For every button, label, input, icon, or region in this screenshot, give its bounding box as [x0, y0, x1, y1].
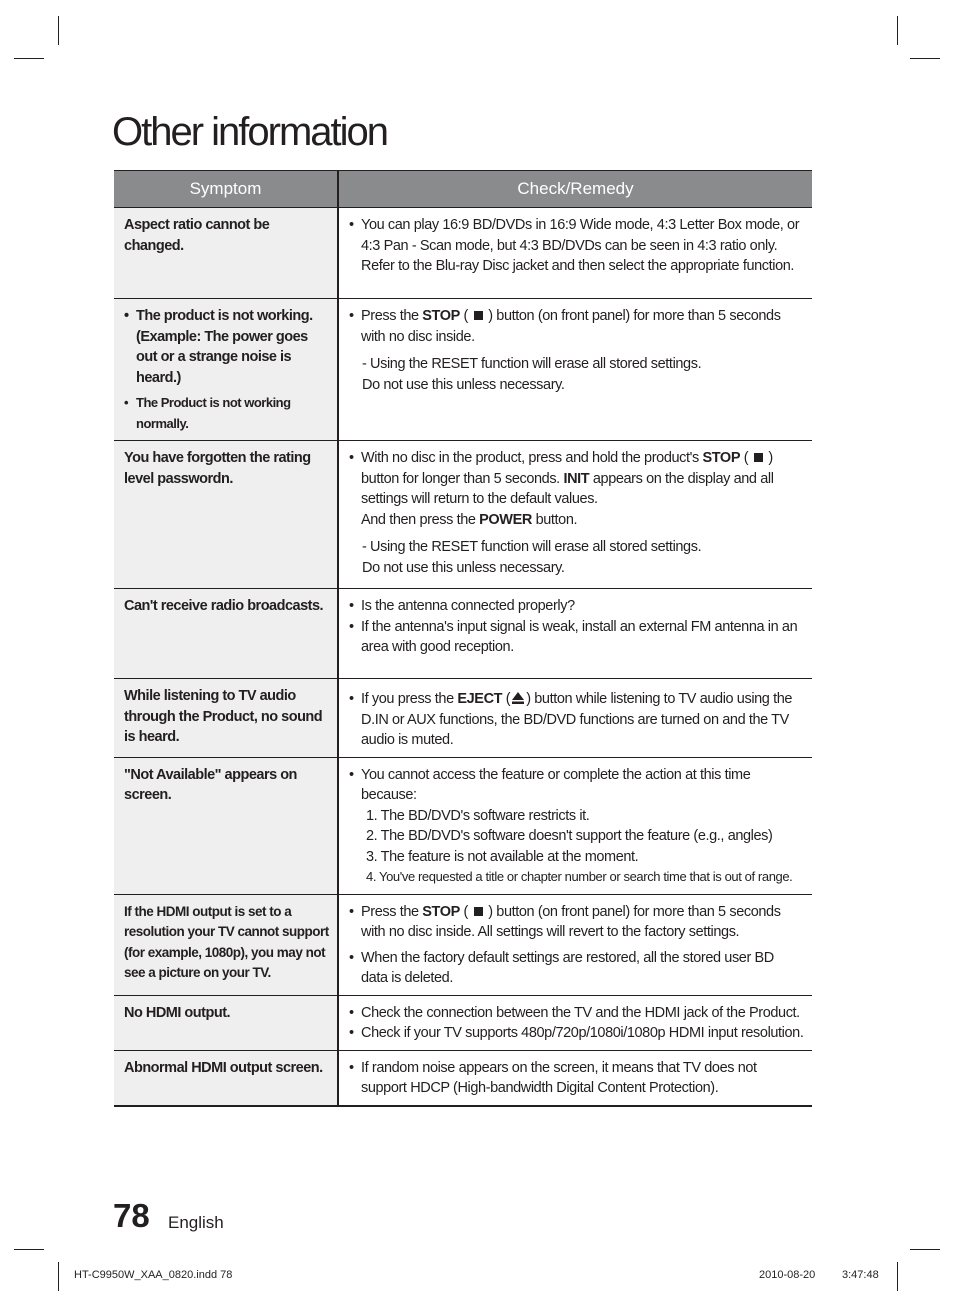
crop-mark	[58, 1262, 59, 1291]
troubleshooting-table	[114, 170, 812, 1107]
remedy-text: If you press the	[361, 691, 458, 707]
list-item: 2. The BD/DVD's software doesn't support the feature (e.g., angles)	[366, 828, 773, 844]
crop-mark	[14, 1249, 44, 1250]
remedy-bullet	[349, 902, 804, 943]
table-row	[114, 679, 812, 758]
remedy-text	[349, 510, 804, 531]
symptom-bullet: • The product is not working. (Example: The power goes out or a strange noise is heard.)	[124, 306, 329, 388]
table-row	[114, 894, 812, 995]
power-label: POWER	[479, 511, 532, 528]
crop-mark	[910, 1249, 940, 1250]
list-item: 4. You've requested a title or chapter number or search time that is out of range.	[366, 869, 793, 884]
table-row	[114, 995, 812, 1050]
remedy-cell	[338, 208, 812, 299]
table-header-row	[114, 171, 812, 208]
stop-square-icon	[474, 311, 483, 320]
symptom-cell: "Not Available" appears on screen.	[114, 757, 338, 894]
remedy-cell	[338, 589, 812, 679]
crop-mark	[58, 16, 59, 45]
stop-square-icon	[754, 453, 763, 462]
page-number: 78	[113, 1197, 150, 1234]
remedy-cell	[338, 894, 812, 995]
stop-label: STOP	[422, 903, 460, 920]
init-label: INIT	[563, 470, 590, 487]
remedy-bullet: • Check the connection between the TV and the HDMI jack of the Product.	[349, 1003, 804, 1024]
symptom-header: Symptom	[114, 171, 338, 208]
page-title: Other information	[112, 110, 388, 154]
symptom-cell: Can't receive radio broadcasts.	[114, 589, 338, 679]
remedy-note: - Using the RESET function will erase all stored settings.	[362, 356, 702, 372]
symptom-cell: Aspect ratio cannot be changed.	[114, 208, 338, 299]
remedy-bullet	[349, 448, 804, 510]
stop-square-icon	[474, 907, 483, 916]
remedy-cell	[338, 995, 812, 1050]
remedy-note: - Using the RESET function will erase all stored settings.	[362, 539, 702, 555]
table-row	[114, 208, 812, 299]
remedy-text: appears on the display and all settings will return to the default values.	[361, 470, 774, 507]
crop-mark	[910, 58, 940, 59]
remedy-cell	[338, 441, 812, 589]
remedy-text: (	[459, 308, 472, 324]
remedy-bullet: • You can play 16:9 BD/DVDs in 16:9 Wide mode, 4:3 Letter Box mode, or 4:3 Pan - Scan mode, but 4:3 BD/DVDs can be seen in 4:3 ratio only. Refer to the Blu-ray Disc jacket and then select the appropriate function.	[349, 215, 804, 277]
remedy-cell	[338, 1050, 812, 1106]
remedy-text: (	[740, 450, 752, 466]
footer-date: 2010-08-20	[759, 1269, 816, 1281]
symptom-cell: No HDMI output.	[114, 995, 338, 1050]
table-row	[114, 1050, 812, 1106]
symptom-cell: If the HDMI output is set to a resolution your TV cannot support (for example, 1080p), you may not see a picture on your TV.	[114, 894, 338, 995]
remedy-note: Do not use this unless necessary.	[362, 559, 565, 576]
symptom-cell: Abnormal HDMI output screen.	[114, 1050, 338, 1106]
remedy-text: And then press the	[361, 511, 480, 528]
remedy-cell	[338, 679, 812, 758]
list-item: 3. The feature is not available at the moment.	[366, 848, 639, 865]
remedy-bullet	[349, 689, 804, 751]
remedy-text: With no disc in the product, press and hold the product's	[361, 450, 703, 466]
remedy-text: (	[502, 691, 511, 707]
symptom-cell	[114, 299, 338, 441]
eject-label: EJECT	[457, 691, 503, 707]
remedy-text: Press the	[361, 308, 423, 324]
remedy-text: ) button (on front panel) for more than 5 seconds with no disc inside.	[361, 308, 781, 345]
crop-mark	[897, 1262, 898, 1291]
crop-mark	[897, 16, 898, 45]
table-row	[114, 441, 812, 589]
footer-time: 3:47:48	[842, 1269, 879, 1281]
remedy-header: Check/Remedy	[338, 171, 812, 208]
remedy-bullet: • If random noise appears on the screen, it means that TV does not support HDCP (High-bandwidth Digital Content Protection).	[349, 1058, 804, 1099]
remedy-text: Press the	[361, 903, 423, 920]
page-language: English	[168, 1213, 224, 1232]
stop-label: STOP	[422, 308, 460, 324]
remedy-text: (	[459, 903, 472, 920]
remedy-cell	[338, 757, 812, 894]
stop-label: STOP	[702, 450, 741, 466]
remedy-text: ) button while listening to TV audio using the D.IN or AUX functions, the BD/DVD functions are turned on and the TV audio is muted.	[361, 691, 793, 748]
table-row	[114, 757, 812, 894]
remedy-bullet: • Check if your TV supports 480p/720p/1080i/1080p HDMI input resolution.	[349, 1023, 804, 1044]
remedy-text: ) button (on front panel) for more than 5 seconds with no disc inside. All settings will revert to the factory settings.	[361, 903, 781, 940]
remedy-bullet: • You cannot access the feature or complete the action at this time because:	[349, 765, 804, 806]
remedy-bullet: • If the antenna's input signal is weak, install an external FM antenna in an area with good reception.	[349, 617, 804, 658]
symptom-cell: You have forgotten the rating level passwordn.	[114, 441, 338, 589]
list-item: 1. The BD/DVD's software restricts it.	[366, 807, 590, 824]
remedy-cell	[338, 299, 812, 441]
table-row	[114, 299, 812, 441]
remedy-bullet: • Is the antenna connected properly?	[349, 596, 804, 617]
footer-file: HT-C9950W_XAA_0820.indd 78	[74, 1269, 233, 1281]
symptom-bullet: • The Product is not working normally.	[124, 393, 329, 434]
eject-icon	[511, 691, 525, 705]
remedy-bullet: • When the factory default settings are restored, all the stored user BD data is deleted.	[349, 948, 804, 989]
symptom-cell: While listening to TV audio through the Product, no sound is heard.	[114, 679, 338, 758]
remedy-text: ) button for longer than 5 seconds.	[361, 450, 773, 487]
remedy-text: button.	[531, 511, 578, 528]
crop-mark	[14, 58, 44, 59]
table-row	[114, 589, 812, 679]
remedy-note: Do not use this unless necessary.	[362, 376, 565, 393]
remedy-bullet	[349, 306, 804, 347]
